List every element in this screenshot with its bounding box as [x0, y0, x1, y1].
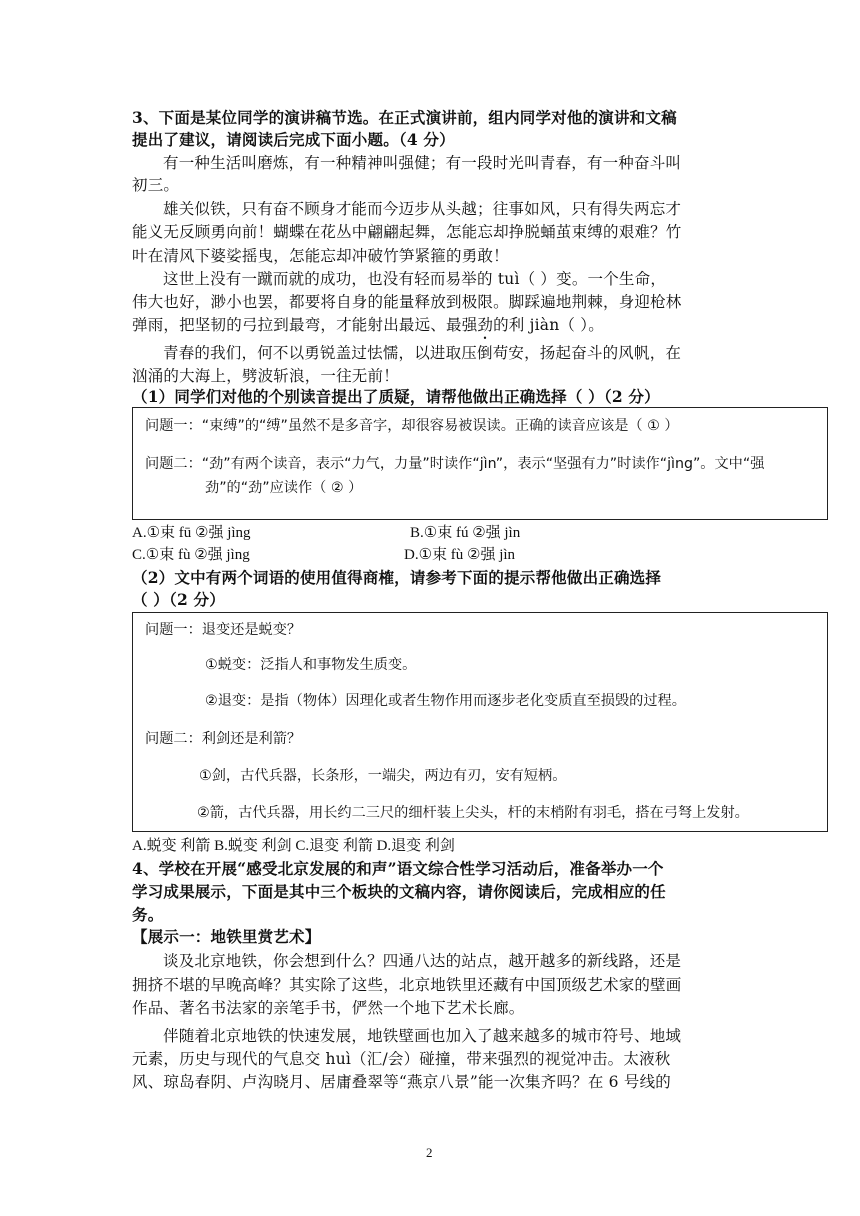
q3-paragraph-3-line-3: [132, 314, 604, 343]
q3-paragraph-3-line-2: 伟大也好，渺小也罢，都要将自身的能量释放到极限。脚踩遍地荆棘，身迎枪林: [132, 293, 682, 311]
option-1c: C.①束 fù ②强 jìng: [132, 547, 250, 563]
q3-subquestion-2-line-1: （2）文中有两个词语的使用值得商榷，请参考下面的提示帮他做出正确选择: [132, 568, 662, 587]
q4-title-line-3: 务。: [132, 905, 164, 924]
hint-box-2-line-1: 问题一：退变还是蜕变？: [145, 622, 302, 638]
q3-paragraph-4-line-1: 青春的我们，何不以勇锐盖过怯懦，以进取压倒苟安，扬起奋斗的风帆，在: [163, 344, 682, 362]
hint-box-2-line-2: ①蜕变：泛指人和事物发生质变。: [205, 657, 417, 673]
q3-paragraph-2-line-3: 叶在清风下婆娑摇曳，怎能忘却冲破竹笋紧箍的勇敢！: [132, 247, 509, 265]
q3-title-line-2: 提出了建议，请阅读后完成下面小题。（4 分）: [132, 130, 455, 149]
q4-paragraph-1-line-3: 作品、著名书法家的亲笔手书，俨然一个地下艺术长廊。: [132, 999, 525, 1017]
option-1d: D.①束 fù ②强 jìn: [404, 547, 516, 563]
q4-paragraph-2-line-1: 伴随着北京地铁的快速发展，地铁壁画也加入了越来越多的城市符号、地域: [163, 1027, 682, 1045]
hint-box-1-line-1: 问题一：“束缚”的“缚”虽然不是多音字，却很容易被误读。正确的读音应该是（ ① ）: [145, 418, 679, 434]
q4-title-line-2: 学习成果展示，下面是其中三个板块的文稿内容，请你阅读后，完成相应的任: [132, 882, 666, 901]
hint-box-2-line-3: ②退变：是指（物体）因理化或者生物作用而逐步老化变质直至损毁的过程。: [205, 693, 686, 709]
q3-paragraph-4-line-2: 汹涌的大海上，劈波斩浪，一往无前！: [132, 367, 399, 385]
hint-box-2-line-6: ②箭，古代兵器，用长约二三尺的细杆装上尖头，杆的末梢附有羽毛，搭在弓弩上发射。: [197, 805, 749, 821]
emphasized-char: 劲: [477, 316, 494, 334]
q3-paragraph-2-line-1: 雄关似铁，只有奋不顾身才能而今迈步从头越；往事如风，只有得失两忘才: [163, 200, 682, 218]
q3-title-line-1: 3、下面是某位同学的演讲稿节选。在正式演讲前，组内同学对他的演讲和文稿: [132, 108, 677, 127]
option-2-row: A.蜕变 利箭 B.蜕变 利剑 C.退变 利箭 D.退变 利剑: [132, 838, 455, 854]
q3-paragraph-1-line-1: 有一种生活叫磨炼，有一种精神叫强健；有一段时光叫青春，有一种奋斗叫: [163, 154, 682, 172]
hint-box-1: [132, 407, 828, 520]
hint-box-1-line-2: 问题二：“劲”有两个读音，表示“力气，力量”时读作“jìn”，表示“坚强有力”时读作“jìng”。文中“强: [145, 456, 765, 472]
option-1b: B.①束 fú ②强 jìn: [410, 525, 521, 541]
page-number: 2: [426, 1145, 433, 1160]
q4-paragraph-1-line-2: 拥挤不堪的早晚高峰？其实除了这些，北京地铁里还藏有中国顶级艺术家的壁画: [132, 976, 682, 994]
hint-box-2: [132, 612, 828, 832]
q4-section-heading: 【展示一：地铁里赏艺术】: [132, 927, 321, 946]
q3-subquestion-1: （1）同学们对他的个别读音提出了质疑，请帮他做出正确选择（ ）（2 分）: [132, 387, 660, 406]
hint-box-1-line-3: 劲”的“劲”应读作（ ② ）: [205, 480, 363, 496]
q3-paragraph-1-line-2: 初三。: [132, 176, 180, 194]
q3-paragraph-2-line-2: 能义无反顾勇向前！蝴蝶在花丛中翩翩起舞，怎能忘却挣脱蛹茧束缚的艰难？竹: [132, 223, 682, 241]
q4-title-line-1: 4、学校在开展“感受北京发展的和声”语文综合性学习活动后，准备举办一个: [132, 859, 664, 878]
q4-paragraph-1-line-1: 谈及北京地铁，你会想到什么？四通八达的站点，越开越多的新线路，还是: [163, 952, 682, 970]
q4-paragraph-2-line-3: 风、琼岛春阴、卢沟晓月、居庸叠翠等“燕京八景”能一次集齐吗？在 6 号线的: [132, 1073, 671, 1091]
q3-p3-text-b: 的利 jiàn（ ）。: [493, 316, 604, 334]
q3-subquestion-2-line-2: （ ）（2 分）: [132, 590, 225, 609]
hint-box-2-line-5: ①剑，古代兵器，长条形，一端尖，两边有刃，安有短柄。: [199, 768, 567, 784]
option-1a: A.①束 fū ②强 jìng: [132, 525, 251, 541]
q3-p3-text-a: 弹雨，把坚韧的弓拉到最弯，才能射出最远、最强: [132, 316, 478, 334]
hint-box-2-line-4: 问题二：利剑还是利箭？: [145, 731, 302, 747]
q3-paragraph-3-line-1: 这世上没有一蹴而就的成功，也没有轻而易举的 tuì（ ）变。一个生命，: [163, 270, 667, 288]
q4-paragraph-2-line-2: 元素，历史与现代的气息交 huì（汇/会）碰撞，带来强烈的视觉冲击。太液秋: [132, 1050, 671, 1068]
